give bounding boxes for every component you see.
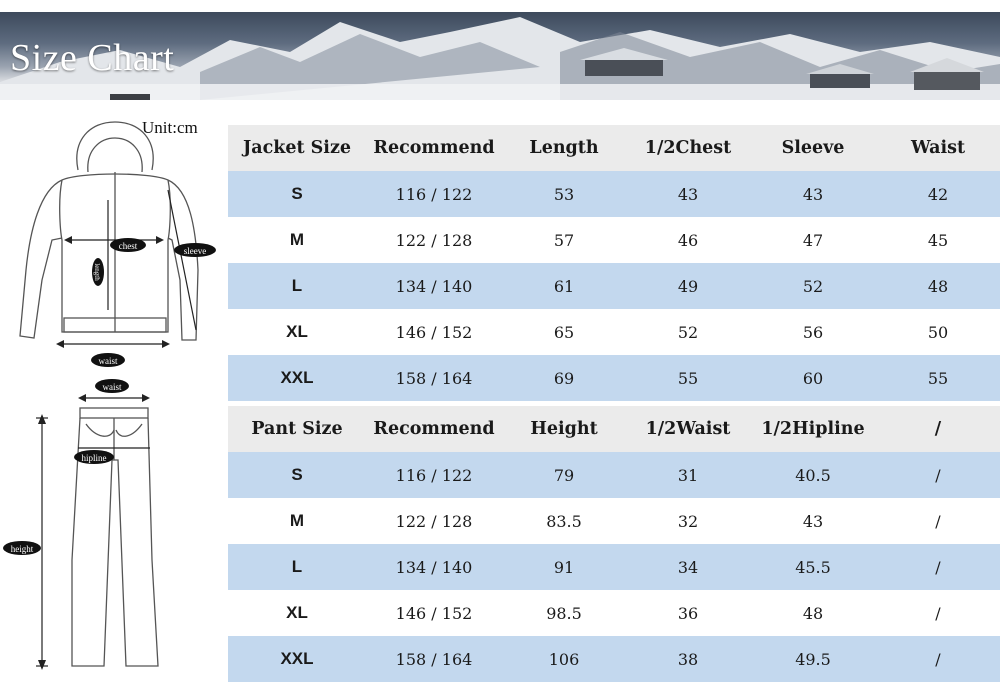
sleeve-label-badge (174, 243, 216, 257)
jacket-value-cell: 122 / 128 (395, 230, 473, 250)
pant-header-cell: Pant Size (251, 419, 343, 439)
jacket-measure-lines (60, 190, 196, 344)
jacket-table-row (228, 217, 1000, 263)
pant-value-cell: 122 / 128 (395, 511, 473, 531)
pants-waist-label-badge (95, 379, 129, 393)
pant-value-cell: 43 (802, 511, 824, 531)
jacket-value-cell: 61 (553, 276, 575, 296)
pant-value-cell: 83.5 (546, 511, 582, 531)
pant-value-cell: 40.5 (795, 465, 831, 485)
pant-table-row (228, 452, 1000, 498)
pant-table-row (228, 544, 1000, 590)
jacket-value-cell: 42 (927, 184, 949, 204)
jacket-table-row (228, 171, 1000, 217)
pant-value-cell: 45.5 (795, 557, 831, 577)
jacket-size-table (228, 125, 1000, 401)
jacket-size-cell: S (291, 184, 303, 203)
pant-value-cell: 91 (553, 557, 575, 577)
pant-value-cell: 106 (548, 649, 580, 669)
length-label-badge (92, 258, 104, 286)
pant-value-cell: 116 / 122 (395, 465, 473, 485)
jacket-value-cell: 65 (553, 322, 575, 342)
jacket-table-row (228, 263, 1000, 309)
pant-header-row (228, 406, 1000, 452)
height-label-badge (3, 541, 41, 555)
jacket-header-cell: Waist (910, 138, 966, 158)
pant-size-table (228, 406, 1000, 682)
pant-header-cell: 1/2Hipline (761, 419, 865, 439)
height-label: height (10, 544, 34, 554)
jacket-value-cell: 55 (677, 368, 699, 388)
jacket-header-cell: Sleeve (781, 138, 845, 158)
pant-header-cell: Height (530, 419, 598, 439)
jacket-value-cell: 50 (927, 322, 949, 342)
jacket-value-cell: 56 (802, 322, 824, 342)
pant-value-cell: 158 / 164 (395, 649, 473, 669)
chest-label: chest (118, 241, 138, 251)
jacket-value-cell: 52 (677, 322, 699, 342)
garment-illustrations (0, 0, 228, 690)
pant-table-row (228, 498, 1000, 544)
jacket-size-cell: XL (286, 322, 308, 341)
pant-value-cell: 36 (677, 603, 699, 623)
jacket-size-cell: XXL (280, 368, 314, 387)
jacket-value-cell: 48 (927, 276, 949, 296)
pant-value-cell: 146 / 152 (395, 603, 473, 623)
jacket-header-cell: Jacket Size (242, 138, 352, 158)
jacket-header-cell: Length (529, 138, 599, 158)
jacket-value-cell: 45 (927, 230, 949, 250)
pant-size-cell: S (291, 465, 303, 484)
jacket-value-cell: 52 (802, 276, 824, 296)
jacket-header-row (228, 125, 1000, 171)
pant-value-cell: 38 (677, 649, 699, 669)
jacket-table-row (228, 309, 1000, 355)
unit-label: Unit:cm (142, 118, 198, 137)
pant-value-cell: / (935, 649, 941, 669)
pant-value-cell: 79 (553, 465, 575, 485)
jacket-value-cell: 49 (677, 276, 699, 296)
pant-table-row (228, 636, 1000, 682)
pant-value-cell: 48 (802, 603, 824, 623)
chest-label-badge (110, 238, 146, 252)
jacket-value-cell: 47 (802, 230, 824, 250)
pant-size-cell: L (291, 557, 303, 576)
pants-illustration (72, 408, 158, 666)
pants-waist-label: waist (102, 382, 122, 392)
pant-value-cell: / (935, 557, 941, 577)
page-title: Size Chart (10, 37, 175, 79)
pant-value-cell: 49.5 (795, 649, 831, 669)
sleeve-label: sleeve (183, 246, 207, 256)
jacket-size-cell: M (289, 230, 305, 249)
jacket-table-row (228, 355, 1000, 401)
pant-table-row (228, 590, 1000, 636)
pant-value-cell: 98.5 (546, 603, 582, 623)
jacket-value-cell: 116 / 122 (395, 184, 473, 204)
jacket-waist-label: waist (98, 356, 118, 366)
pant-value-cell: / (935, 511, 941, 531)
jacket-value-cell: 43 (802, 184, 824, 204)
hipline-label-badge (74, 450, 114, 464)
pant-value-cell: / (935, 603, 941, 623)
jacket-waist-label-badge (91, 353, 125, 367)
pant-value-cell: 31 (677, 465, 699, 485)
jacket-value-cell: 60 (802, 368, 824, 388)
jacket-value-cell: 134 / 140 (395, 276, 473, 296)
pant-size-cell: XL (286, 603, 308, 622)
pants-measure-lines (36, 398, 150, 666)
pant-header-cell: Recommend (373, 419, 495, 439)
jacket-value-cell: 57 (553, 230, 575, 250)
pant-value-cell: / (935, 465, 941, 485)
jacket-header-cell: Recommend (373, 138, 495, 158)
jacket-value-cell: 158 / 164 (395, 368, 473, 388)
pant-header-cell: 1/2Waist (645, 419, 731, 439)
jacket-value-cell: 43 (677, 184, 699, 204)
pant-value-cell: 134 / 140 (395, 557, 473, 577)
jacket-illustration (20, 122, 198, 340)
pant-value-cell: 32 (677, 511, 699, 531)
length-label: length (93, 263, 101, 281)
pant-size-cell: XXL (280, 649, 314, 668)
jacket-measure-arrows (56, 236, 170, 348)
hipline-label: hipline (81, 453, 107, 463)
jacket-value-cell: 69 (553, 368, 575, 388)
pants-measure-arrows (38, 394, 150, 670)
jacket-value-cell: 53 (553, 184, 575, 204)
jacket-size-cell: L (291, 276, 303, 295)
pant-value-cell: 34 (677, 557, 699, 577)
pant-header-cell: / (934, 419, 942, 439)
jacket-value-cell: 55 (927, 368, 949, 388)
jacket-value-cell: 46 (677, 230, 699, 250)
pant-size-cell: M (289, 511, 305, 530)
jacket-value-cell: 146 / 152 (395, 322, 473, 342)
jacket-header-cell: 1/2Chest (644, 138, 732, 158)
